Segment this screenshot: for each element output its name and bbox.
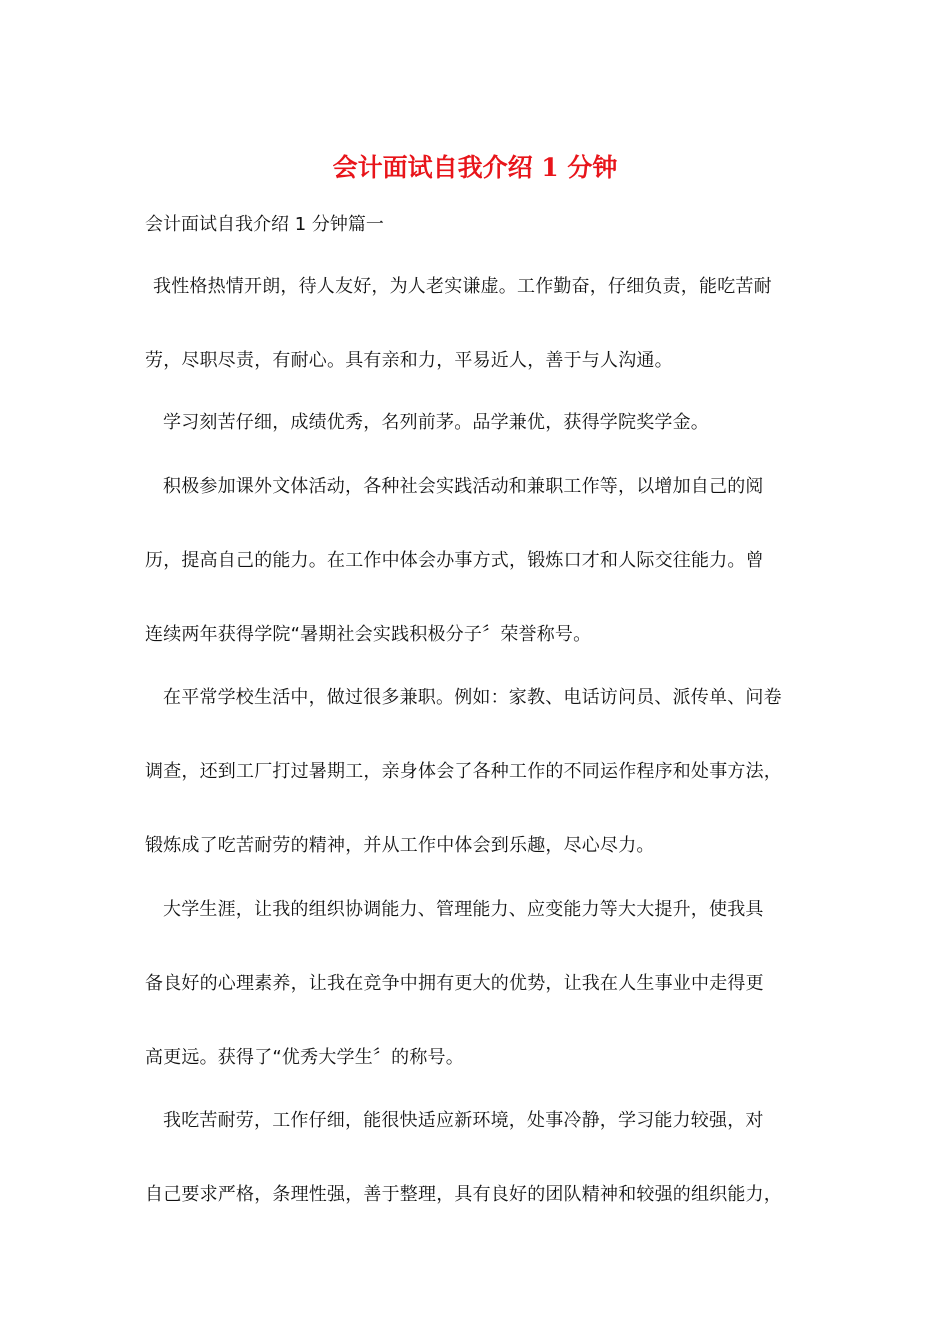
body-line-12: 高更远。获得了“优秀大学生〞的称号。 xyxy=(145,1047,464,1068)
body-line-10: 大学生涯，让我的组织协调能力、管理能力、应变能力等大大提升，使我具 xyxy=(163,899,764,920)
body-line-3: 学习刻苦仔细，成绩优秀，名列前茅。品学兼优，获得学院奖学金。 xyxy=(163,412,709,433)
section-subtitle: 会计面试自我介绍 1 分钟篇一 xyxy=(145,214,384,235)
body-line-8: 调查，还到工厂打过暑期工，亲身体会了各种工作的不同运作程序和处事方法， xyxy=(145,761,782,782)
body-line-13: 我吃苦耐劳，工作仔细，能很快适应新环境，处事冷静，学习能力较强，对 xyxy=(163,1110,764,1131)
body-line-14: 自己要求严格，条理性强，善于整理，具有良好的团队精神和较强的组织能力， xyxy=(145,1184,782,1205)
body-line-4: 积极参加课外文体活动，各种社会实践活动和兼职工作等，以增加自己的阅 xyxy=(163,476,764,497)
body-line-1: 我性格热情开朗，待人友好，为人老实谦虚。工作勤奋，仔细负责，能吃苦耐 xyxy=(153,276,772,297)
body-line-6: 连续两年获得学院“暑期社会实践积极分子〞荣誉称号。 xyxy=(145,624,592,645)
body-line-7: 在平常学校生活中，做过很多兼职。例如：家教、电话访问员、派传单、问卷 xyxy=(163,687,782,708)
document-title: 会计面试自我介绍 1 分钟 xyxy=(332,153,618,182)
body-line-9: 锻炼成了吃苦耐劳的精神，并从工作中体会到乐趣，尽心尽力。 xyxy=(145,835,655,856)
body-line-5: 历，提高自己的能力。在工作中体会办事方式，锻炼口才和人际交往能力。曾 xyxy=(145,550,764,571)
body-line-2: 劳，尽职尽责，有耐心。具有亲和力，平易近人，善于与人沟通。 xyxy=(145,350,673,371)
body-line-11: 备良好的心理素养，让我在竞争中拥有更大的优势，让我在人生事业中走得更 xyxy=(145,973,764,994)
